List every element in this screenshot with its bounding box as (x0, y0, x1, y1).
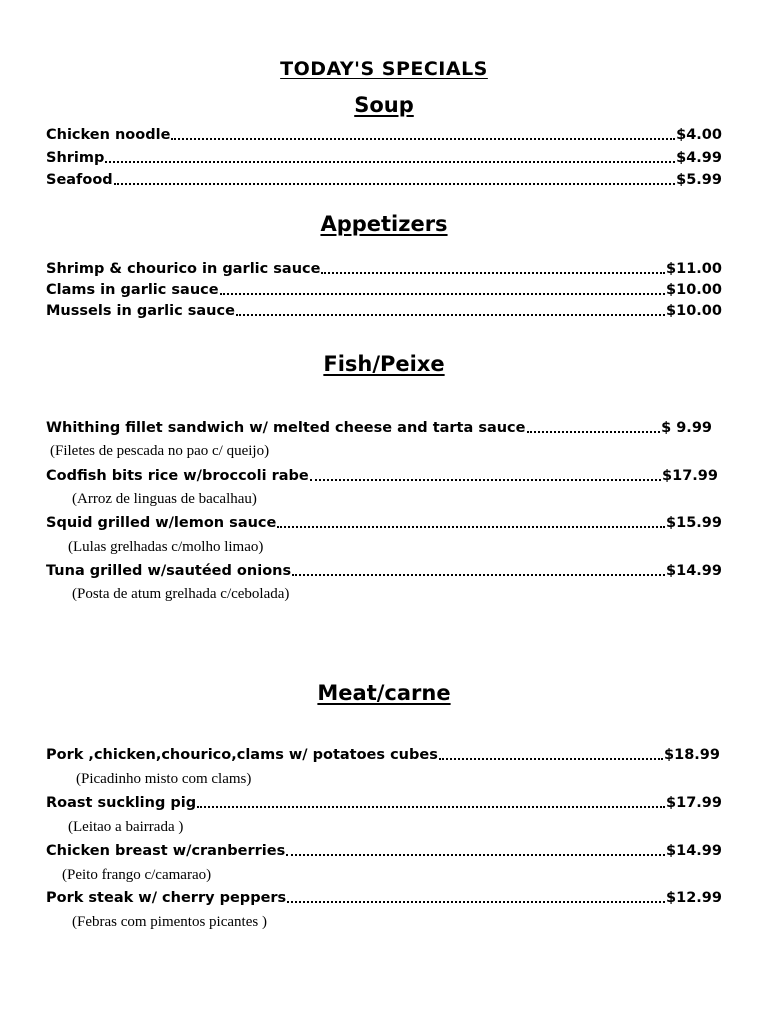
menu-item (46, 514, 722, 532)
section-heading-appetizers: Appetizers (320, 212, 448, 236)
menu-item (46, 171, 722, 189)
item-price: $12.99 (666, 890, 722, 906)
dot-leader (197, 806, 665, 808)
dot-leader (439, 758, 663, 760)
item-name: Squid grilled w/lemon sauce (46, 515, 277, 531)
item-translation: (Febras com pimentos picantes ) (72, 914, 267, 930)
item-price: $18.99 (664, 747, 720, 763)
menu-item (46, 746, 720, 764)
section-heading-fish: Fish/Peixe (323, 352, 445, 376)
dot-leader (220, 293, 665, 295)
page-title: TODAY'S SPECIALS (280, 58, 488, 80)
item-price: $11.00 (666, 261, 722, 277)
section-heading-meat: Meat/carne (317, 681, 451, 705)
item-name: Whithing fillet sandwich w/ melted cheese and tarta sauce (46, 420, 526, 436)
item-translation: (Filetes de pescada no pao c/ queijo) (50, 443, 270, 459)
menu-item (46, 467, 718, 485)
menu-item (46, 889, 722, 907)
item-name: Codfish bits rice w/broccoli rabe (46, 468, 309, 484)
item-price: $10.00 (666, 303, 722, 319)
item-name: Pork ,chicken,chourico,clams w/ potatoes cubes (46, 747, 438, 763)
item-translation: (Peito frango c/camarao) (62, 867, 212, 883)
item-name: Tuna grilled w/sautéed onions (46, 563, 292, 579)
item-price: $5.99 (676, 172, 722, 188)
item-name: Chicken breast w/cranberries (46, 843, 286, 859)
dot-leader (277, 526, 665, 528)
item-name: Chicken noodle (46, 127, 171, 143)
item-price: $17.99 (666, 795, 722, 811)
item-name: Shrimp (46, 150, 105, 166)
menu-item (46, 842, 722, 860)
item-price: $14.99 (666, 843, 722, 859)
dot-leader (321, 272, 665, 274)
item-price: $4.99 (676, 150, 722, 166)
menu-item (46, 126, 722, 144)
section-heading-soup: Soup (354, 93, 414, 117)
menu-item (46, 419, 712, 437)
item-price: $ 9.99 (661, 420, 712, 436)
item-price: $14.99 (666, 563, 722, 579)
item-name: Clams in garlic sauce (46, 282, 219, 298)
menu-item (46, 794, 722, 812)
item-translation: (Posta de atum grelhada c/cebolada) (72, 586, 290, 602)
dot-leader (105, 161, 675, 163)
menu-item (46, 562, 722, 580)
menu-item (46, 281, 722, 299)
item-name: Shrimp & chourico in garlic sauce (46, 261, 321, 277)
dot-leader (171, 138, 675, 140)
item-name: Seafood (46, 172, 113, 188)
dot-leader (286, 854, 665, 856)
menu-item (46, 302, 722, 320)
dot-leader (527, 431, 661, 433)
item-translation: (Lulas grelhadas c/molho limao) (68, 539, 264, 555)
item-name: Roast suckling pig (46, 795, 197, 811)
item-translation: (Arroz de linguas de bacalhau) (72, 491, 257, 507)
item-name: Pork steak w/ cherry peppers (46, 890, 287, 906)
menu-item (46, 260, 722, 278)
dot-leader (310, 479, 661, 481)
item-translation: (Picadinho misto com clams) (76, 771, 252, 787)
item-translation: (Leitao a bairrada ) (68, 819, 184, 835)
item-price: $4.00 (676, 127, 722, 143)
item-price: $10.00 (666, 282, 722, 298)
dot-leader (114, 183, 675, 185)
item-price: $15.99 (666, 515, 722, 531)
menu-item (46, 149, 722, 167)
dot-leader (287, 901, 665, 903)
item-name: Mussels in garlic sauce (46, 303, 235, 319)
dot-leader (236, 314, 665, 316)
dot-leader (292, 574, 665, 576)
item-price: $17.99 (662, 468, 718, 484)
